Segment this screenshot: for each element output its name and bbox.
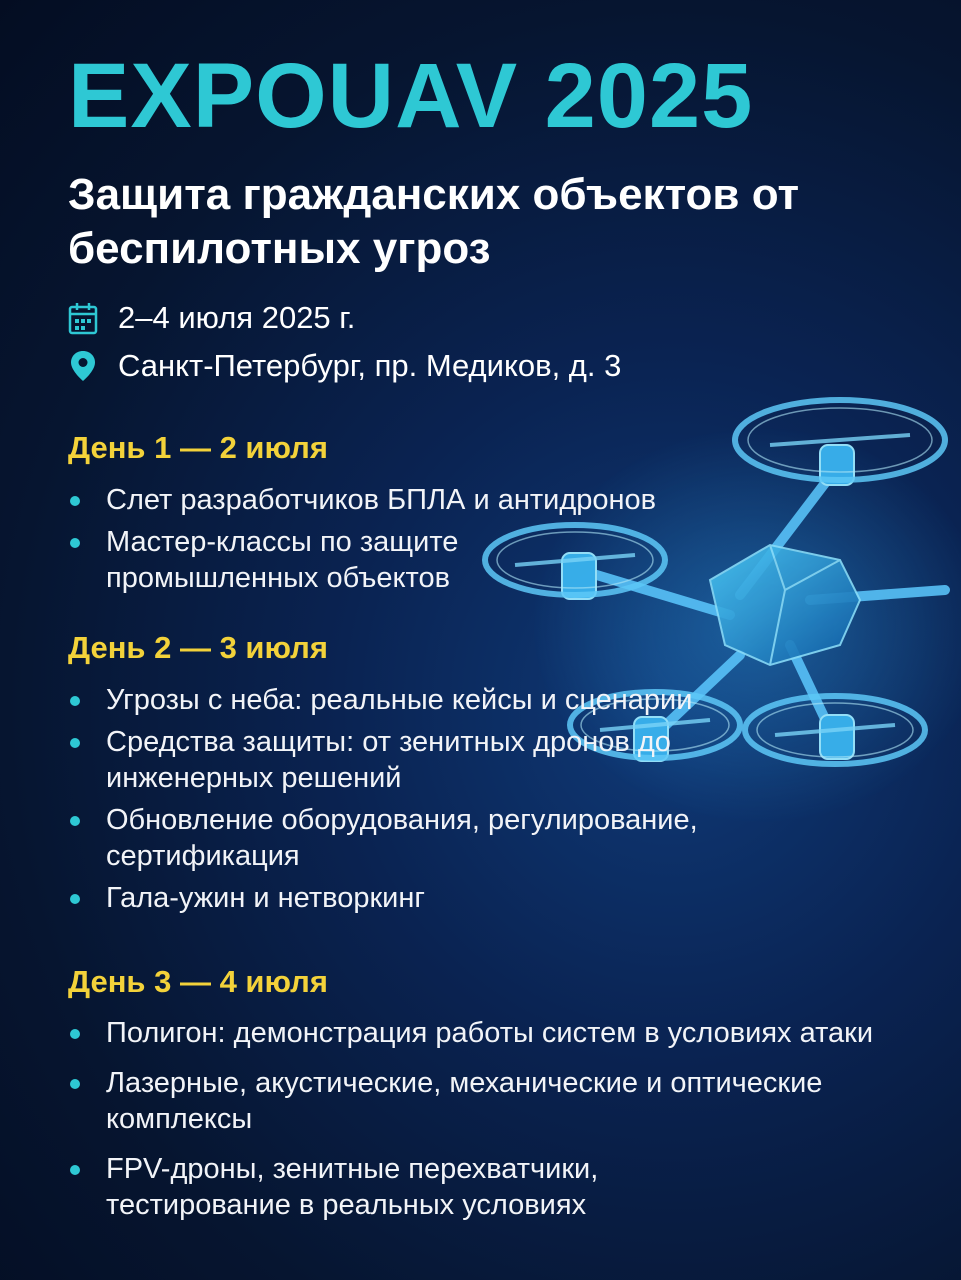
list-item: Угрозы с неба: реальные кейсы и сценарии [68,682,938,718]
list-item: Гала-ужин и нетворкинг [68,880,938,916]
calendar-icon [68,301,98,335]
list-item: Обновление оборудования, регулирование, сертификация [68,802,796,874]
bullet-dot [70,696,80,706]
event-subtitle: Защита гражданских объектов от беспилотных угроз [68,170,800,273]
bullet-dot [70,538,80,548]
day-3-heading: День 3 — 4 июля [68,964,328,999]
list-item: Средства защиты: от зенитных дронов до инженерных решений [68,724,706,796]
event-title: EXPOUAV 2025 [68,45,754,147]
bullet-dot [70,1079,80,1089]
map-pin-icon [68,349,98,383]
bullet-dot [70,1029,80,1039]
event-location [68,348,621,384]
bullet-dot [70,496,80,506]
day-2-heading: День 2 — 3 июля [68,630,328,665]
list-item: FPV-дроны, зенитные перехватчики, тестирование в реальных условиях [68,1151,706,1223]
list-item: Лазерные, акустические, механические и оптические комплексы [68,1065,938,1137]
bullet-dot [70,1165,80,1175]
event-date-text: 2–4 июля 2025 г. [118,300,356,335]
event-location-text: Санкт-Петербург, пр. Медиков, д. 3 [118,348,622,383]
bullet-dot [70,816,80,826]
bullet-dot [70,738,80,748]
bullet-dot [70,894,80,904]
event-date [68,300,355,336]
day-3-list [68,1015,938,1229]
list-item: Полигон: демонстрация работы систем в условиях атаки [68,1015,938,1051]
list-item: Мастер-классы по защите промышленных объектов [68,524,526,596]
day-1-list [68,482,938,602]
day-2-list [68,682,938,922]
day-1-heading: День 1 — 2 июля [68,430,328,465]
list-item: Слет разработчиков БПЛА и антидронов [68,482,938,518]
